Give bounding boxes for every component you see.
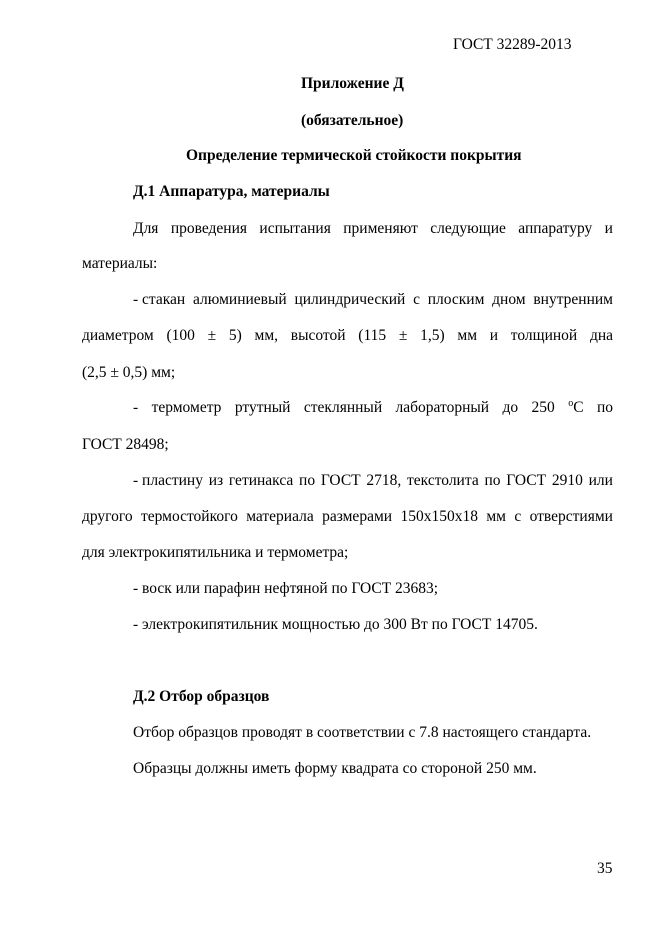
item2-w1: - (133, 399, 139, 416)
celsius-letter: С (573, 399, 584, 416)
word: и (604, 220, 613, 237)
word: дном (492, 291, 526, 308)
word: - стакан (133, 291, 186, 308)
word: с (514, 508, 522, 525)
word: внутренним (533, 291, 613, 308)
word: диаметром (82, 327, 154, 344)
section-d2-heading: Д.2 Отбор образцов (133, 688, 270, 705)
item2-w2: термометр (151, 399, 222, 416)
word: мм (457, 327, 478, 344)
word: ГОСТ (506, 472, 547, 489)
word: размерами (322, 508, 393, 525)
item3-line-1 (133, 472, 613, 490)
word: Для (133, 220, 159, 237)
appendix-title: Приложение Д (301, 75, 404, 92)
word: 150х150х18 (400, 508, 478, 525)
word: 2910 (551, 472, 583, 489)
item1-line-1 (133, 291, 613, 309)
page-number: 35 (597, 860, 613, 877)
word: ± (398, 327, 408, 344)
item2-w4: стеклянный (303, 399, 383, 416)
item2-w6: до (502, 399, 519, 416)
word: ГОСТ (320, 472, 361, 489)
degree-unit (568, 399, 583, 417)
word: мм, (254, 327, 279, 344)
word: плоским (427, 291, 485, 308)
word: по (299, 472, 316, 489)
word: гетинакса (228, 472, 294, 489)
word: отверстиями (529, 508, 613, 525)
item3-line-3: для электрокипятильника и термометра; (82, 544, 349, 561)
item3-line-2 (82, 508, 613, 526)
word: дна (589, 327, 613, 344)
item2-last: по (596, 399, 613, 416)
word: толщиной (510, 327, 578, 344)
word: высотой (290, 327, 346, 344)
item4: - воск или парафин нефтяной по ГОСТ 23683; (133, 580, 439, 597)
word: термостойкого (141, 508, 238, 525)
word: 5) (228, 327, 242, 344)
item5: - электрокипятильник мощностью до 300 Вт по ГОСТ 14705. (133, 616, 538, 633)
word: следующие (430, 220, 506, 237)
word: - пластину (133, 472, 203, 489)
item2-line-2: ГОСТ 28498; (82, 436, 169, 453)
word: испытания (259, 220, 331, 237)
word: алюминиевый (192, 291, 287, 308)
word: (100 (166, 327, 195, 344)
intro-line-2: материалы: (82, 255, 158, 272)
word: мм (486, 508, 506, 525)
section-d2-para1: Отбор образцов проводят в соответствии с 7.8 настоящего стандарта. (133, 724, 592, 741)
item1-line-3: (2,5 ± 0,5) мм; (82, 364, 176, 381)
degree-sup: о (568, 398, 574, 409)
appendix-heading: Определение термической стойкости покрытия (186, 147, 522, 164)
standard-code: ГОСТ 32289-2013 (453, 36, 572, 53)
word: 1,5) (420, 327, 445, 344)
item2-line-1 (133, 399, 613, 417)
word: из (208, 472, 224, 489)
word: текстолита (407, 472, 479, 489)
word: с (413, 291, 420, 308)
word: аппаратуру (518, 220, 593, 237)
appendix-status: (обязательное) (301, 112, 404, 129)
word: цилиндрический (294, 291, 406, 308)
word: материала (246, 508, 314, 525)
word: или (588, 472, 613, 489)
item2-w5: лабораторный (395, 399, 490, 416)
item1-line-2 (82, 327, 613, 345)
word: (115 (358, 327, 387, 344)
word: применяют (343, 220, 418, 237)
word: 2718, (366, 472, 402, 489)
item2-w3: ртутный (234, 399, 291, 416)
intro-line-1 (133, 220, 613, 238)
word: другого (82, 508, 133, 525)
word: и (489, 327, 499, 344)
word: проведения (170, 220, 248, 237)
item2-w7: 250 (531, 399, 555, 416)
section-d1-heading: Д.1 Аппаратура, материалы (133, 183, 330, 200)
word: ± (207, 327, 217, 344)
section-d2-para2: Образцы должны иметь форму квадрата со стороной 250 мм. (133, 760, 537, 777)
word: по (484, 472, 501, 489)
